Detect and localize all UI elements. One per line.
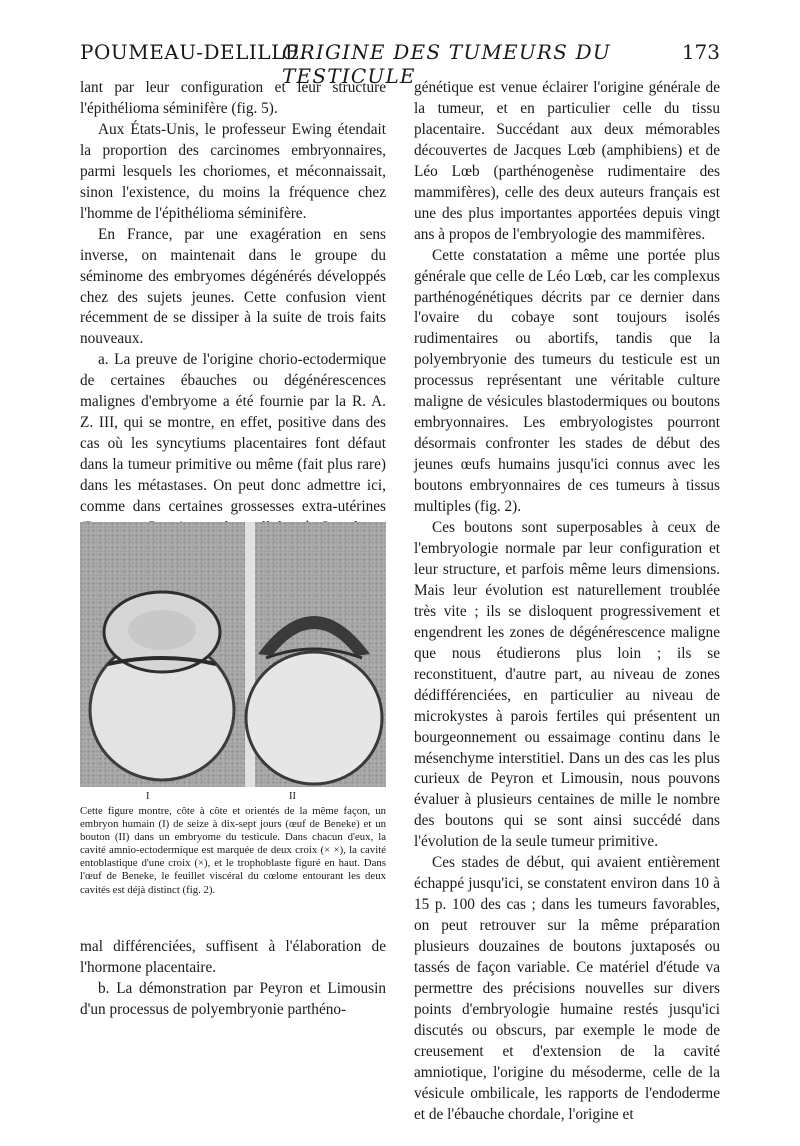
header-title: ORIGINE DES TUMEURS DU TESTICULE (282, 40, 611, 88)
left-paragraph-4: a. La preuve de l'origine chorio-ectodermique de certaines ébauches ou dégénérescences malignes d'embryome a été fournie par la R. A. Z. III, qui se montre, en effet, positive dans des cas où les syncytiums placentaires font défaut dans la tumeur primitive ou même (fait plus rare) dans les métastases. On peut donc admettre ici, comme dans certaines grossesses extra-utérines (80, 351, 386, 516)
running-header (80, 40, 720, 88)
button-ii-lower-cavity (246, 652, 382, 784)
header-author: POUMEAU-DELILLE. (80, 40, 307, 64)
left-paragraph-3: En France, par une exagération en sens inverse, on maintenait dans le groupe du séminome des embryomes dégénérés développés chez des sujets jeunes. Cette confusion vient récemment de se dissiper à la suite de trois faits nouveaux. (80, 225, 386, 348)
left-paragraph-1: lant par leur configuration et leur structure l'épithélioma séminifère (fig. 5). (80, 79, 386, 117)
right-paragraph-4: Ces stades de début, qui avaient entièrement échappé jusqu'ici, se constatent environ dans 10 à 15 p. 100 des cas ; dans les tumeurs favorables, on peut retrouver sur la même préparation plusieurs douzaines de boutons juxtaposés ou tassés de façon variable. Ce matériel d'étude va permettre des précisions nouvelles sur divers points d'embryologie humaine restés jusqu'ici discutés ou obscurs, par exemple le mode de creusement et d'extension de la cavité amniotique, l'origine du mésoderme, celle de la vésicule ombilicale, les rapports de l'endoderme et de l'ébauche chordale, l'origine et (414, 854, 720, 1123)
left-column-top (80, 78, 386, 560)
right-paragraph-1: génétique est venue éclairer l'origine générale de la tumeur, et en particulier celle du tissu placentaire. Succédant aux deux mémorables découvertes de Jacques Lœb (amphibiens) et de Léo Lœb (parthénogenèse rudimentaire des mammifères), celle des deux auteurs français est une des plus importantes apportées depuis vingt ans à propos de l'embryologie des mammifères. (414, 79, 720, 243)
histology-figure (80, 522, 386, 787)
micrograph-image (80, 522, 386, 787)
figure-caption-text: Cette figure montre, côte à côte et orientés de la même façon, un embryon humain (I) de seize à dix-sept jours (œuf de Beneke) et un bouton (II) dans un embryome du testicule. Dans chacun d'eux, la cavité amnio-ectodermique est marquée de deux croix (× ×), la cavité entoblastique d'une croix (×), et le trophoblaste figuré en haut. Dans l'œuf de Beneke, le feuillet viscéral du cœlome entourant les deux cavités est déjà distinct (fig. 2). (80, 805, 386, 896)
left-paragraph-6: b. La démonstration par Peyron et Limousin d'un processus de polyembryonie parthéno- (80, 979, 386, 1018)
page-number: 173 (681, 40, 720, 64)
figure-caption (80, 805, 386, 897)
right-column (414, 78, 720, 1126)
left-paragraph-2: Aux États-Unis, le professeur Ewing étendait la proportion des carcinomes embryonnaires, parmi lesquels les choriomes, et méconnaissait, sinon l'existence, du moins la fréquence chez l'homme de l'épithélioma séminifère. (80, 120, 386, 222)
left-column-bottom (80, 937, 386, 1021)
figure-label-ii: II (289, 791, 296, 802)
figure-label-i: I (146, 791, 150, 802)
right-paragraph-2: Cette constatation a même une portée plus générale que celle de Léo Lœb, car les complexus parthénogénétiques décrits par ce dernier dans l'ovaire du cobaye sont toujours isolés rudimentaires ou abortifs, tandis que la polyembryonie des tumeurs du testicule est un processus représentant une véritable culture maligne de vésicules blastodermiques ou boutons embryonnaires. Les embryologistes pourront désormais confronter les stades de début des jeunes œufs humains jusqu'ici connus avec les boutons embryonnaires de ces tumeurs à tissus multiples (fig. 2). (414, 246, 720, 516)
left-paragraph-5: mal différenciées, suffisent à l'élaboration de l'hormone placentaire. (80, 938, 386, 976)
right-paragraph-3: Ces boutons sont superposables à ceux de l'embryologie normale par leur configuration et leur structure, et parfois même leurs dimensions. Mais leur évolution est naturellement troublée très vite ; ils se disloquent progressivement et engendrent les zones de dégénérescence maligne que nous étudierons plus loin ; ils se reconstituent, d'autre part, au niveau de zones dédifférenciées, en particulier au niveau de microkystes à parois fertiles qui présentent un bourgeonnement ou essaimage continu dans le mésenchyme interstitiel. Dans un des cas les plus curieux de Peyron et Limousin, nous pouvons évaluer à plusieurs centaines de mille le nombre des boutons qui se sont ainsi succédé dans l'évolution de la seule tumeur primitive. (414, 519, 720, 851)
embryo-i-drawing (90, 592, 234, 780)
